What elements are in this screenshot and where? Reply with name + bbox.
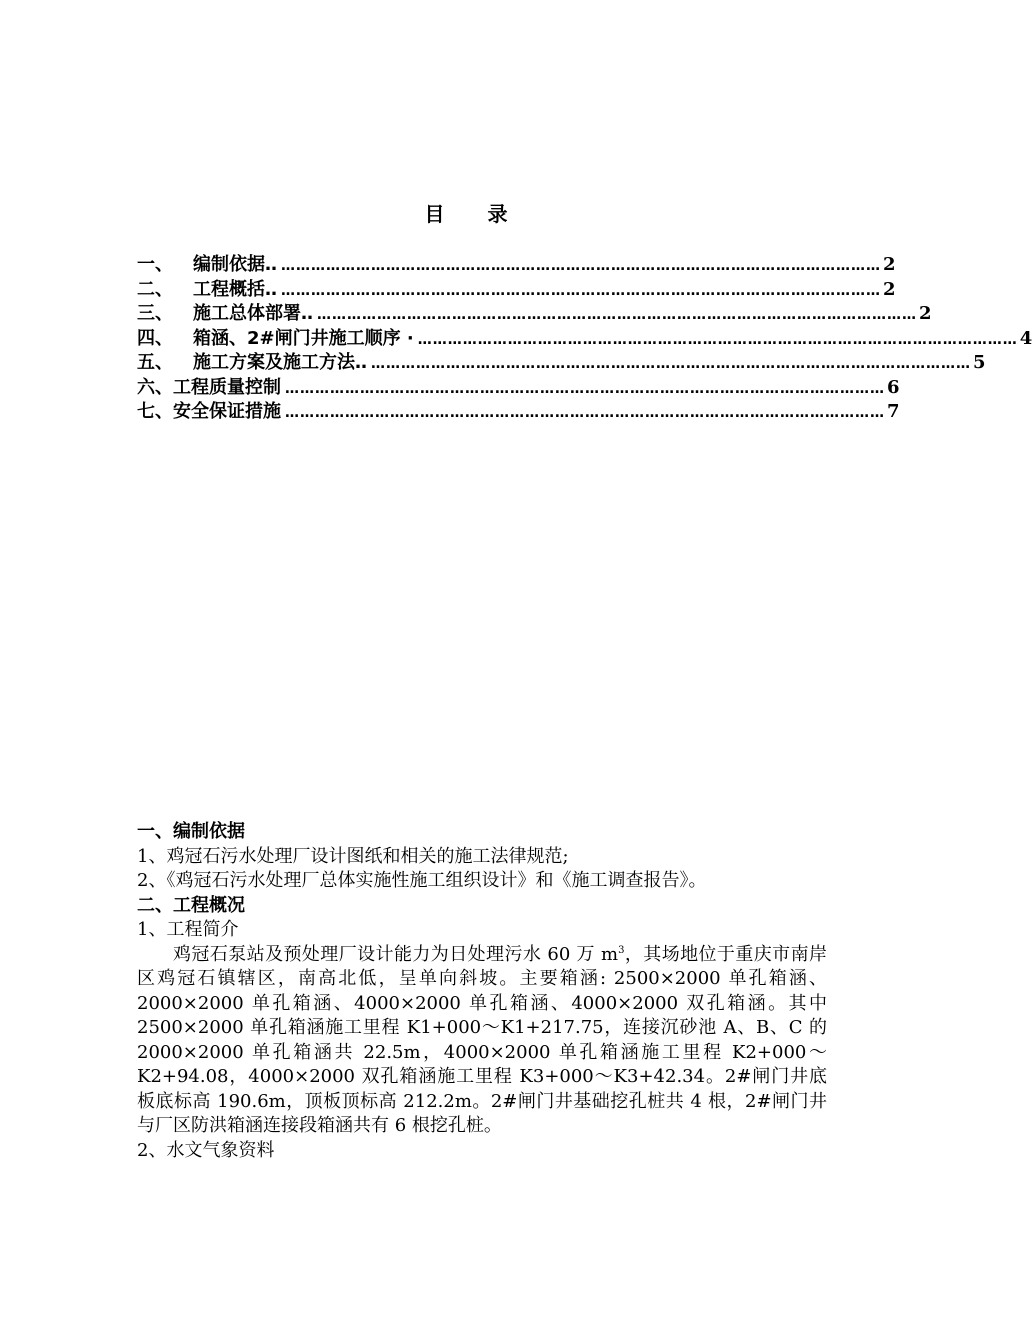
toc-entry[interactable] xyxy=(137,324,1032,349)
toc-leader-dots: ………………………………………………………………………………………………………… xyxy=(317,307,918,323)
toc-entry-label: 施工方案及施工方法‥ xyxy=(193,352,368,373)
toc-entry[interactable] xyxy=(137,373,900,398)
superscript: 3 xyxy=(618,944,625,956)
section-heading: 二、工程概况 xyxy=(137,894,245,916)
toc-entry-page: 4 xyxy=(1019,327,1032,349)
toc-entry[interactable] xyxy=(137,348,986,373)
toc-entry[interactable] xyxy=(137,299,932,324)
section-heading: 一、编制依据 xyxy=(137,821,245,842)
toc-entry-page: 2 xyxy=(919,303,932,324)
toc-entry-number: 一、 xyxy=(137,254,173,275)
paragraph: 1、鸡冠石污水处理厂设计图纸和相关的施工法律规范; xyxy=(137,845,569,867)
toc-entry-number: 七、 xyxy=(137,401,173,422)
paragraph-text: ，其场地位于重庆市南岸区鸡冠石镇辖区，南高北低，呈单向斜坡。主要箱涵: 2500×2000 单孔箱涵、2000×2000 单孔箱涵、4000×2000 单孔箱涵、4000×2000 双孔箱涵。其中 2500×2000 单孔箱涵施工里程 K1+000～K1+217.75，连接沉砂池 A、B、C 的 2000×2000 单孔箱涵共 22.5m，4000×2000 单孔箱涵施工里程 K2+000～K2+94.08，4000×2000 双孔箱涵施工里程 K3+000～K3+42.34。2#闸门井底板底标高 190.6m，顶板顶标高 212.2m。2#闸门井基础挖孔桩共 4 根，2#闸门井与厂区防洪箱涵连接段箱涵共有 6 根挖孔桩。 xyxy=(137,943,828,1136)
toc-entry-page: 7 xyxy=(887,401,900,422)
toc-entry-number: 五、 xyxy=(137,352,173,373)
toc-entry-page: 6 xyxy=(887,376,900,398)
toc-entry[interactable] xyxy=(137,275,896,300)
document-body xyxy=(137,820,827,1163)
toc-entry-page: 5 xyxy=(973,352,986,373)
subsection-heading: 2、水文气象资料 xyxy=(137,1139,275,1161)
toc-entry-label: 工程概括‥ xyxy=(193,278,278,300)
toc-entry[interactable] xyxy=(137,250,896,275)
subsection-heading: 1、工程简介 xyxy=(137,919,239,940)
toc-leader-dots: ………………………………………………………………………………………………………… xyxy=(285,405,885,421)
toc-entry-label: 安全保证措施 xyxy=(173,401,281,422)
toc-entry-page: 2 xyxy=(883,254,896,275)
toc-entry-label: 工程质量控制 xyxy=(173,376,281,398)
paragraph xyxy=(137,943,827,1139)
toc-entry-number: 二、 xyxy=(137,278,173,300)
toc-entry-label: 施工总体部署‥ xyxy=(193,303,314,324)
toc-leader-dots: ………………………………………………………………………………………………………… xyxy=(285,380,885,397)
paragraph-text: 鸡冠石泵站及预处理厂设计能力为日处理污水 60 万 m xyxy=(173,943,619,965)
toc-leader-dots: ………………………………………………………………………………………………………… xyxy=(417,331,1018,348)
toc-leader-dots: ………………………………………………………………………………………………………… xyxy=(371,356,972,372)
toc-entry-number: 四、 xyxy=(137,327,173,349)
paragraph: 2、《鸡冠石污水处理厂总体实施性施工组织设计》和《施工调查报告》。 xyxy=(137,870,707,891)
toc-entry-number: 三、 xyxy=(137,303,173,324)
toc-entry-label: 编制依据‥ xyxy=(193,254,278,275)
toc-entry-label: 箱涵、2#闸门井施工顺序 · xyxy=(193,327,414,349)
toc-leader-dots: ………………………………………………………………………………………………………… xyxy=(281,258,882,274)
table-of-contents xyxy=(137,250,1032,422)
toc-entry-page: 2 xyxy=(883,278,896,300)
toc-entry-number: 六、 xyxy=(137,376,173,398)
toc-leader-dots: ………………………………………………………………………………………………………… xyxy=(281,282,882,299)
toc-entry[interactable] xyxy=(137,397,900,422)
toc-title: 目 录 xyxy=(424,202,526,226)
